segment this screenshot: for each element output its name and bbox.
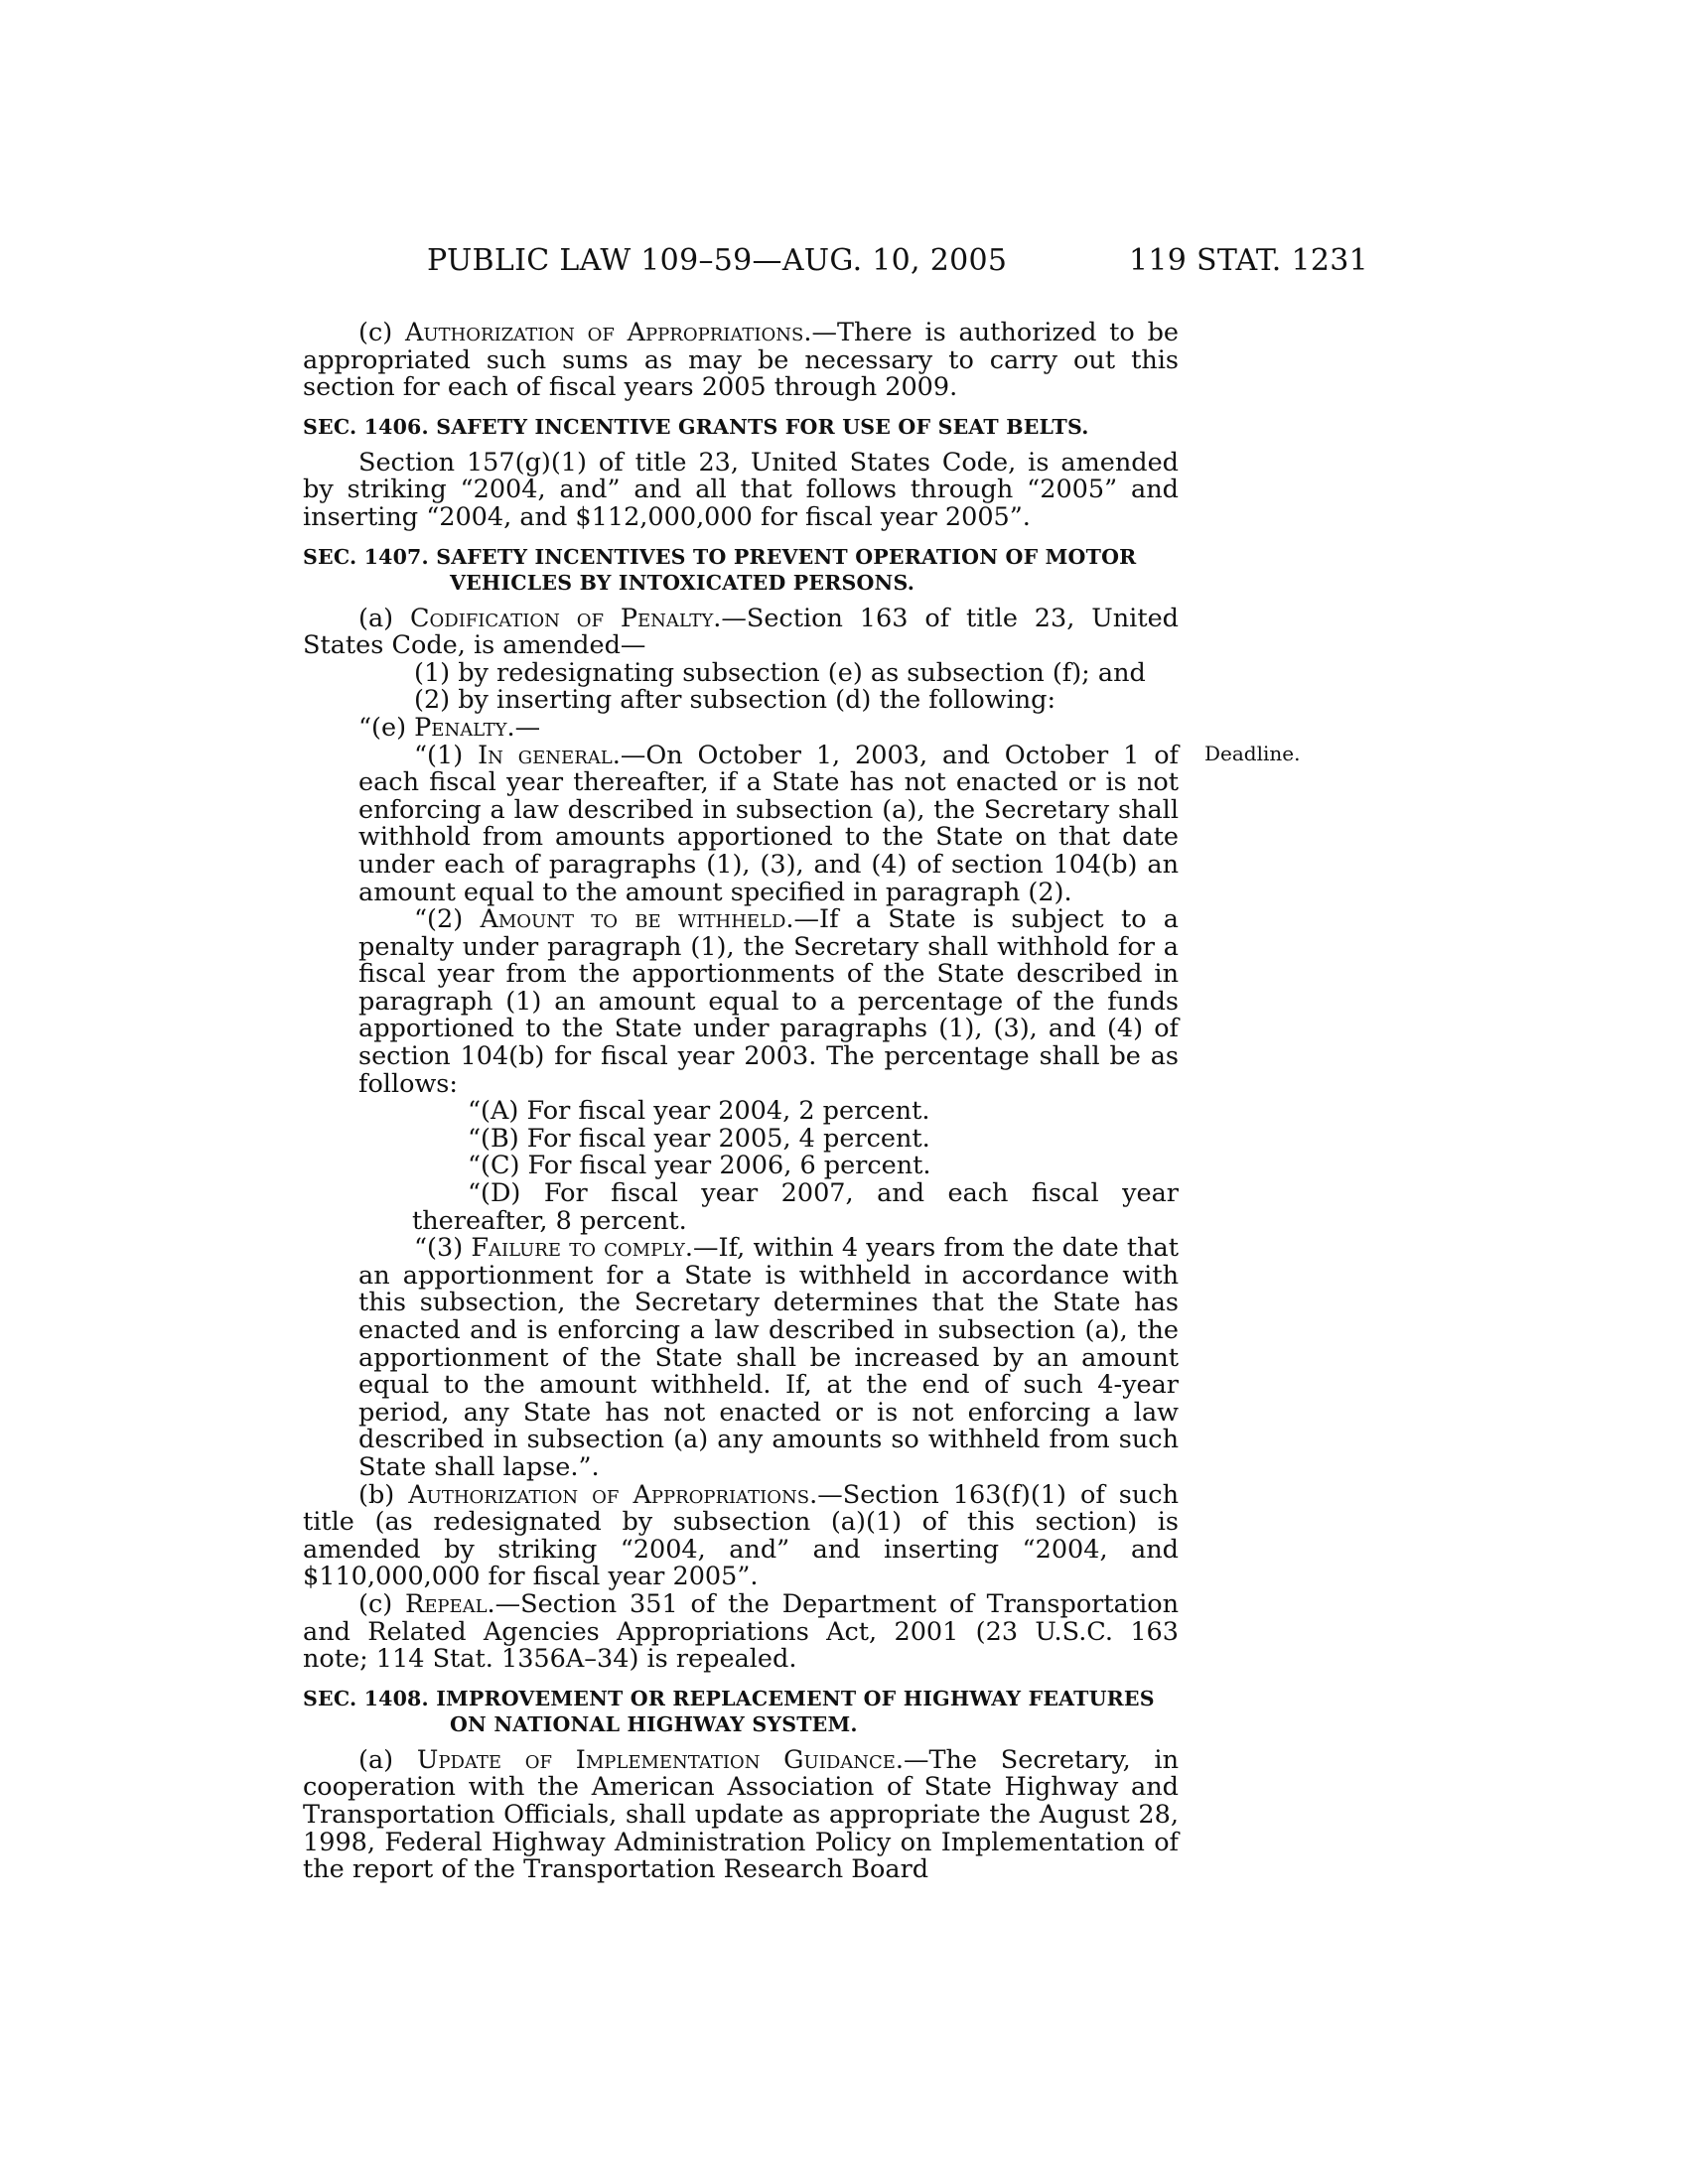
section-1406-text: Section 157(g)(1) of title 23, United States Code, is amended by striking “2004, and” and all that follows through “2005” and inserting “2004, and $112,000,000 for fiscal year 2005”. [303,447,1179,532]
subsection-e-penalty [303,712,1179,743]
subsection-a-codification [303,603,1179,661]
paragraph-lead: “(3) [414,1233,472,1264]
paragraph-lead: (a) [358,1744,417,1775]
margin-note-deadline: Deadline. [1204,742,1301,765]
paragraph-e3-failure-to-comply [303,1235,1179,1481]
statute-page-number: 119 STAT. 1231 [1129,243,1368,278]
paragraph-caption: Authorization of Appropriations. [404,318,812,347]
paragraph-caption: Amount to be withheld. [480,904,794,935]
paragraph-e1-in-general [303,740,1179,907]
subparagraph-B: “(B) For fiscal year 2005, 4 percent. [468,1123,930,1154]
paragraph-text: — [514,712,541,743]
subparagraph-D: “(D) For fiscal year 2007, and each fiscal year thereafter, 8 percent. [412,1178,1179,1236]
paragraph-caption: Codification of Penalty. [410,603,722,633]
section-heading-line: SEC. 1408. IMPROVEMENT OR REPLACEMENT OF HIGHWAY FEATURES [303,1686,1155,1710]
paragraph-caption: Authorization of Appropriations. [408,1479,818,1510]
subsection-a-update-guidance [303,1744,1179,1885]
paragraph-caption: Update of Implementation Guidance. [416,1744,905,1775]
subparagraph-A: “(A) For fiscal year 2004, 2 percent. [468,1096,930,1127]
paragraph-text: —Section 163(f)(1) of such title (as redesignated by subsection (a)(1) of this section) is amended by striking “2004, and” and inserting “2004, and $110,000,000 for fiscal year 2005”. [303,1479,1180,1592]
paragraph-text: —Section 163 of title 23, United States Code, is amended— [303,603,1179,661]
paragraph-lead: (c) [358,1588,406,1619]
running-header [427,243,1368,293]
clause-a1: (1) by redesignating subsection (e) as subsection (f); and [414,657,1146,688]
paragraph-authorization-appropriations [303,320,1179,402]
section-heading-line: ON NATIONAL HIGHWAY SYSTEM. [450,1711,858,1736]
section-heading-1406: SEC. 1406. SAFETY INCENTIVE GRANTS FOR USE OF SEAT BELTS. [303,414,1089,439]
paragraph-text: —On October 1, 2003, and October 1 of each fiscal year thereafter, if a State has not enacted or is not enforcing a law described in subsection (a), the Secretary shall withhold from amounts apportioned to the State on that date under each of paragraphs (1), (3), and (4) of section 104(b) an amount equal to the amount specified in paragraph (2). [358,740,1179,907]
paragraph-lead: (c) [358,318,405,347]
paragraph-caption: Repeal. [405,1588,495,1619]
paragraph-text: —Section 351 of the Department of Transportation and Related Agencies Appropriations Act, 2001 (23 U.S.C. 163 note; 114 Stat. 1356A–34) is repealed. [303,1588,1179,1675]
subsection-b-authorization [303,1479,1180,1592]
section-heading-line: SEC. 1407. SAFETY INCENTIVES TO PREVENT OPERATION OF MOTOR [303,544,1137,569]
section-heading-1407 [303,544,1179,596]
subsection-c-repeal [303,1588,1179,1675]
subparagraph-C: “(C) For fiscal year 2006, 6 percent. [468,1151,931,1181]
paragraph-text: —If, within 4 years from the date that an apportionment for a State is withheld in accordance with this subsection, the Secretary determines that the State has enacted and is enforcing a law described in subsection (a), the apportionment of the State shall be increased by an amount equal to the amount withheld. If, at the end of such 4-year period, any State has not enacted or is not enforcing a law described in subsection (a) any amounts so withheld from such State shall lapse.”. [358,1233,1179,1482]
paragraph-text: —If a State is subject to a penalty under paragraph (1), the Secretary shall withhold for a fiscal year from the apportionments of the State described in paragraph (1) an amount equal to a percentage of the funds apportioned to the State under paragraphs (1), (3), and (4) of section 104(b) for fiscal year 2003. The percentage shall be as follows: [358,904,1180,1099]
section-heading-1408 [303,1686,1179,1737]
section-heading-line: VEHICLES BY INTOXICATED PERSONS. [450,570,915,595]
header-title: PUBLIC LAW 109–59—AUG. 10, 2005 [427,243,1008,278]
paragraph-text: —The Secretary, in cooperation with the American Association of State Highway and Transportation Officials, shall update as appropriate the August 28, 1998, Federal Highway Administration Policy on Implementation of the report of the Transportation Research Board [303,1744,1179,1885]
paragraph-caption: Failure to comply. [471,1233,694,1264]
paragraph-e2-amount-withheld [303,906,1179,1098]
paragraph-lead: “(2) [414,904,481,935]
paragraph-lead: (a) [358,603,410,633]
paragraph-lead: “(1) [414,740,479,770]
paragraph-lead: (b) [358,1479,409,1510]
document-body [303,320,1179,1884]
paragraph-caption: Penalty. [414,712,515,743]
paragraph-caption: In general. [478,740,621,770]
paragraph-text: —There is authorized to be appropriated such sums as may be necessary to carry out this section for each of fiscal years 2005 through 2009. [303,318,1179,403]
clause-a2: (2) by inserting after subsection (d) the following: [414,685,1056,716]
paragraph-lead: “(e) [358,712,415,743]
